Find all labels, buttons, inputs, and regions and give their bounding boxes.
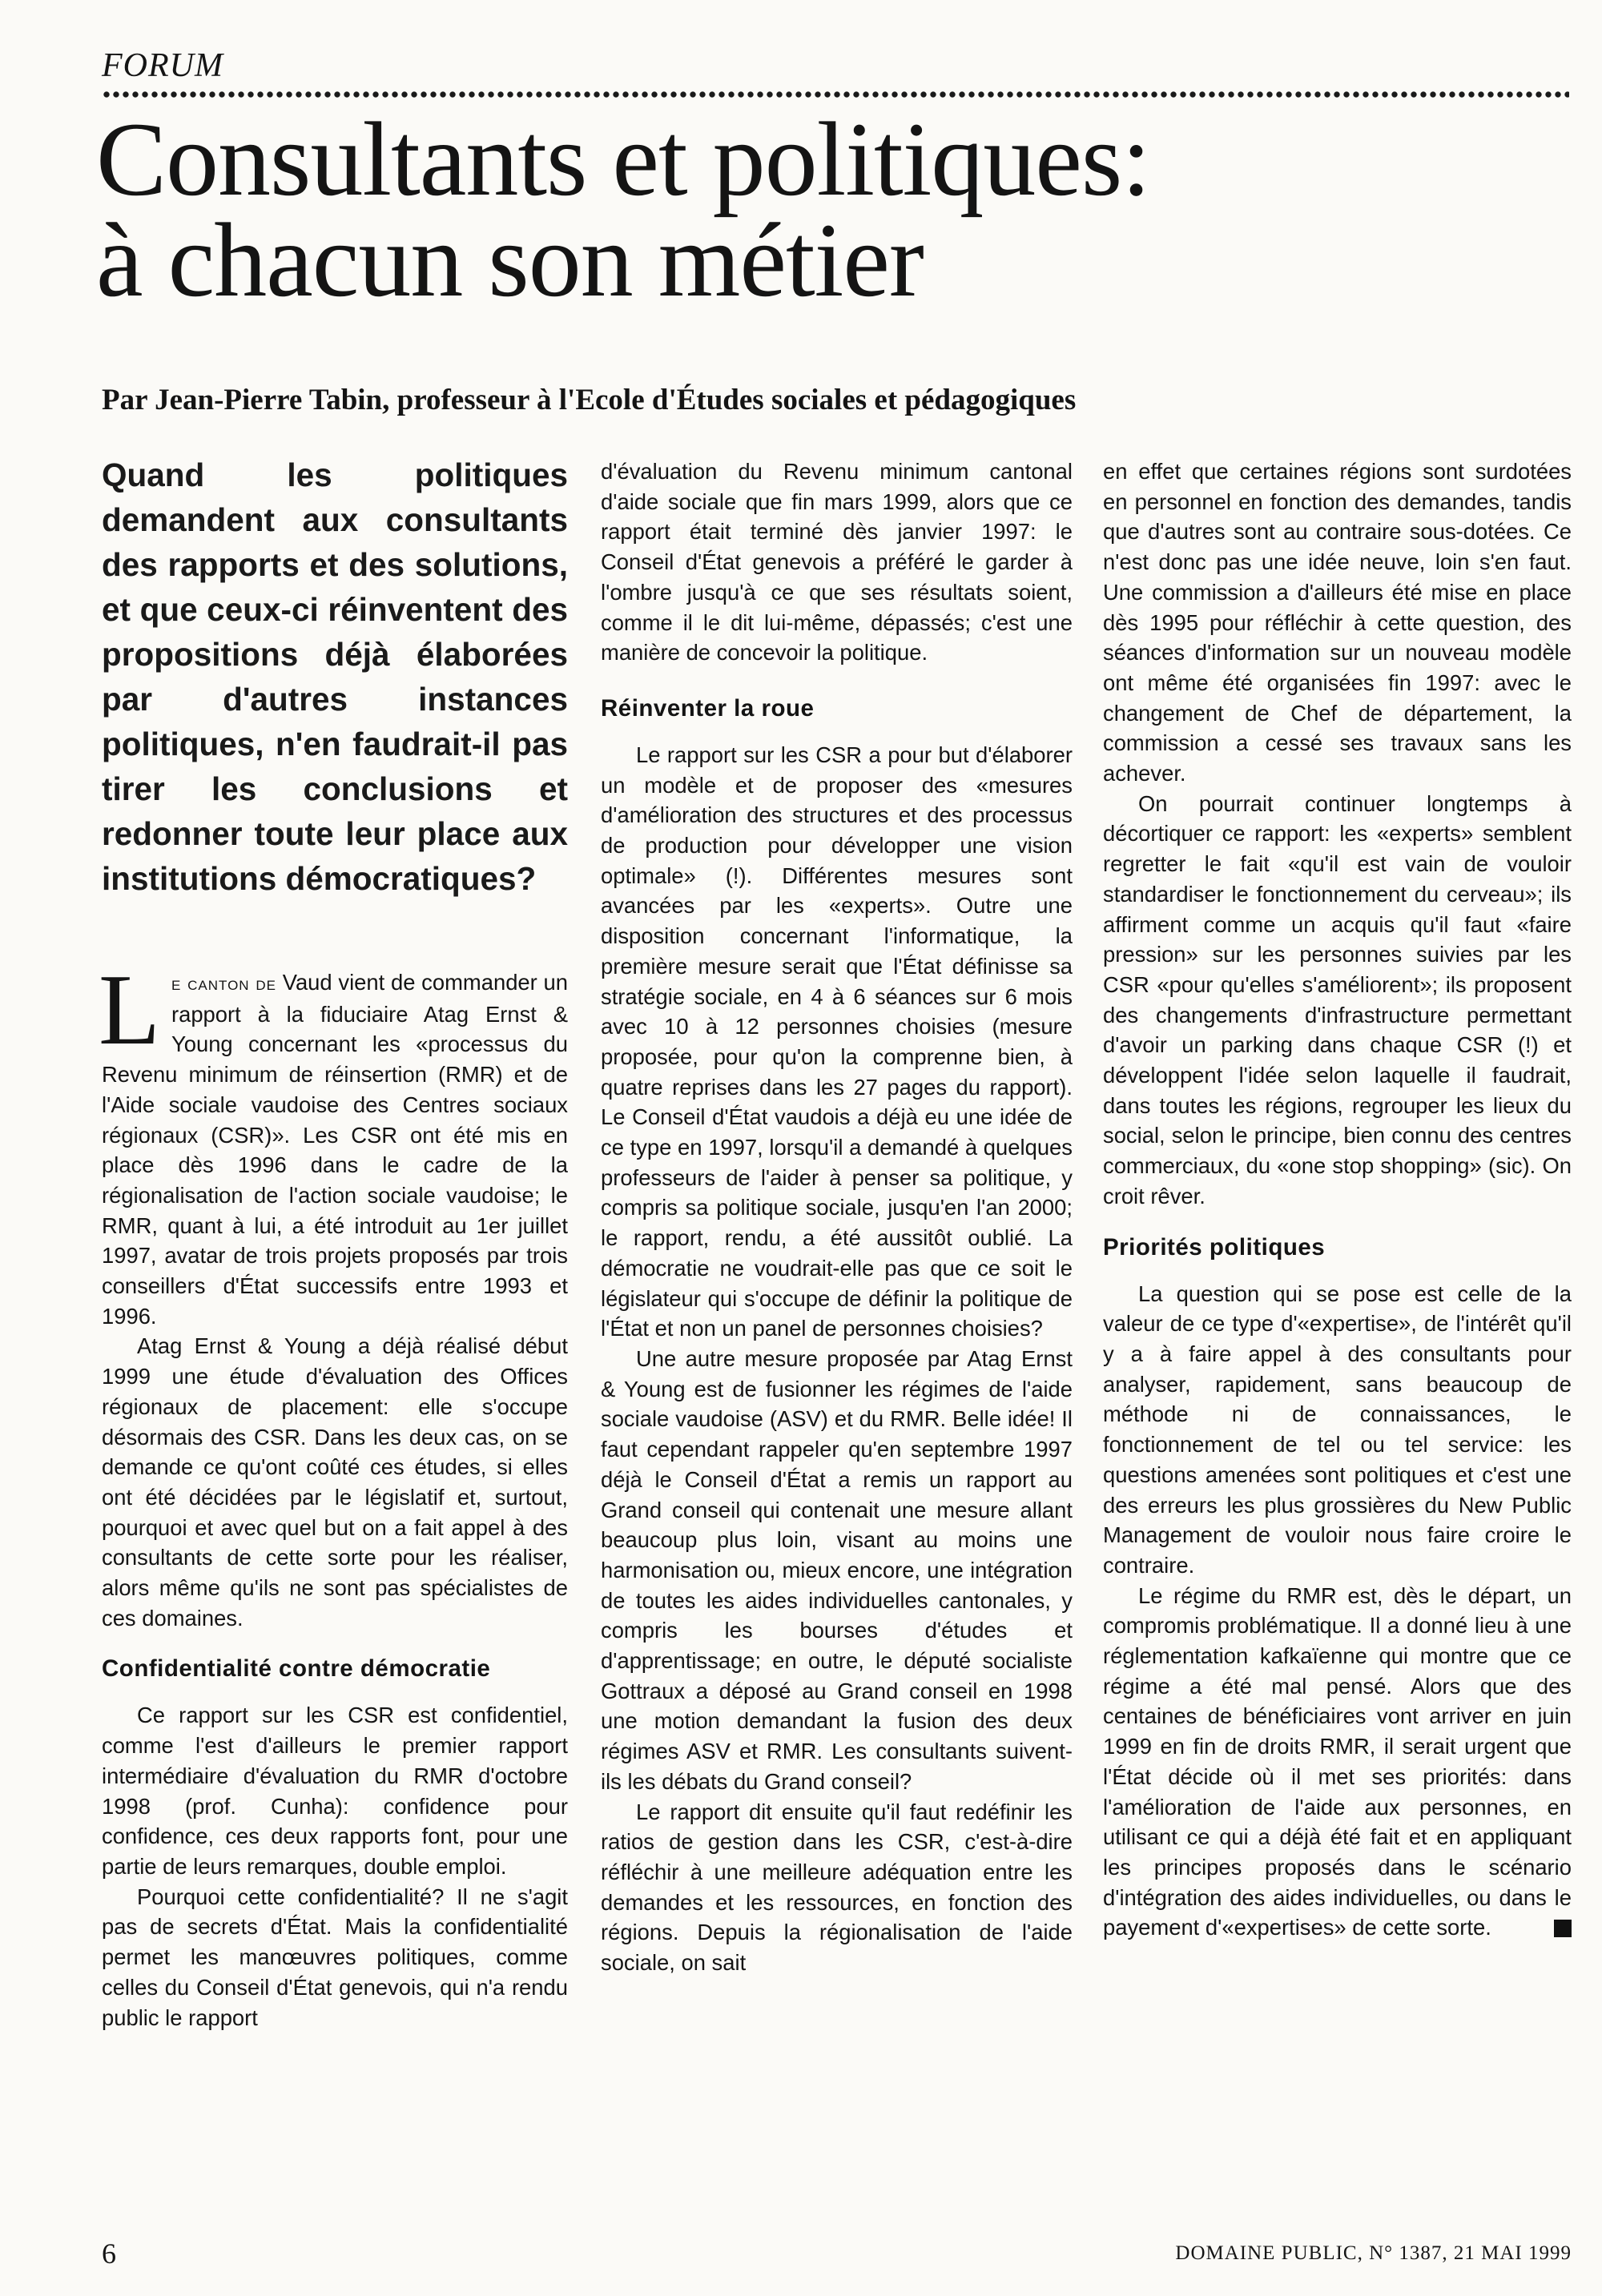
paragraph: Une autre mesure proposée par Atag Ernst & Young est de fusionner les régimes de l'aide sociale vaudoise (ASV) et du RMR. Belle idée! Il faut cependant rappeler qu'en septembre 1997 déjà le Conseil d'État a remis un rapport au Grand conseil qui contenait une mesure allant beaucoup plus loin, visant au moins une harmonisation ou, mieux encore, une intégration de toutes les aides individuelles cantonales, y compris les bourses d'études et d'apprentissage; en outre, le député socialiste Gottraux a déposé au Grand conseil en 1998 une motion demandant la fusion des deux régimes ASV et RMR. Les consultants suivent-ils les débats du Grand conseil? xyxy=(601,1345,1073,1794)
paragraph: Le rapport sur les CSR a pour but d'élaborer un modèle et de proposer des «mesures d'amélioration des structures et des processus de production pour développer une vision optimale» (!). Différentes mesures sont avancées par les «experts». Outre une disposition concernant l'informatique, la première mesure serait que l'État définisse sa stratégie sociale, en 4 à 6 séances sur 6 mois avec 10 à 12 personnes choisies (mesure proposée, pour qu'on la comprenne bien, à quatre reprises dans les 27 pages du rapport). Le Conseil d'État vaudois a déjà eu une idée de ce type en 1997, lorsqu'il a demandé à quelques professeurs de l'aider à penser sa politique, y compris sa politique sociale, jusqu'en l'an 2000; le rapport, rendu, a été aussitôt oublié. La démocratie ne voudrait-elle pas que ce soit le législateur qui s'occupe de définir la politique de l'État et non un panel de personnes choisies? xyxy=(601,742,1073,1341)
paragraph: Ce rapport sur les CSR est confidentiel, comme l'est d'ailleurs le premier rapport intermédiaire d'évaluation du RMR d'octobre 1998 (prof. Cunha): confidence pour confidence, ces deux rapports font, pour une partie de leurs remarques, double emploi. xyxy=(102,1703,568,1879)
page-number: 6 xyxy=(102,2238,116,2270)
drop-cap: L xyxy=(99,955,160,1066)
column-2 xyxy=(601,456,1073,1978)
paragraph: d'évaluation du Revenu minimum cantonal d'aide sociale que fin mars 1999, alors que ce rapport était terminé dès janvier 1997: le Conseil d'État genevois a préféré le garder à l'ombre jusqu'à ce que ses résultats soient, comme il le dit lui-même, dépassés; c'est une manière de concevoir la politique. xyxy=(601,459,1073,665)
section-rubric: FORUM xyxy=(102,47,223,84)
byline: Par Jean-Pierre Tabin, professeur à l'Ecole d'Études sociales et pédagogiques xyxy=(102,384,1077,416)
small-caps-opening: e canton de xyxy=(171,973,276,995)
end-of-article-icon xyxy=(1554,1920,1572,1937)
lead-paragraph: Quand les politiques demandent aux consultants des rapports et des solutions, et que ceux-ci réinventent des propositions déjà élaborées par d'autres instances politiques, n'en faudrait-il pas tirer les conclusions et redonner toute leur place aux institutions démocratiques? xyxy=(102,456,568,897)
subheading: Confidentialité contre démocratie xyxy=(102,1655,491,1683)
paragraph: La question qui se pose est celle de la valeur de ce type d'«expertise», de l'intérêt qu'il y a à faire appel à des consultants pour analyser, rapidement, sans beaucoup de méthode ni de connaissances, le fonctionnement de tel ou tel service: les questions amenées sont politiques et c'est une des erreurs les plus grossières du New Public Management de vouloir nous faire croire le contraire. xyxy=(1103,1281,1572,1578)
paragraph: en effet que certaines régions sont surdotées en personnel en fonction des demandes, tandis que d'autres sont au contraire sous-dotées. Ce n'est donc pas une idée neuve, loin s'en faut. Une commission a d'ailleurs été mise en place dès 1995 pour réfléchir à cette question, des séances d'information sur un nouveau modèle ont même été organisées fin 1997: avec le changement de Chef de département, la commission a cessé ses travaux sans les achever. xyxy=(1103,459,1572,786)
title-line-2: à chacun son métier xyxy=(96,201,924,319)
subheading: Réinventer la roue xyxy=(601,694,815,722)
paragraph-text: Vaud vient de commander un rapport à la fiduciaire Atag Ernst & Young concernant les «processus du Revenu minimum de réinsertion (RMR) et de l'Aide sociale vaudoise des Centres sociaux régionaux (CSR)». Les CSR ont été mis en place dès 1996 dans le cadre de la régionalisation de l'action sociale vaudoise; le RMR, quant à lui, a été introduit au 1er juillet 1997, avatar de trois projets proposés par trois conseillers d'État successifs entre 1993 et 1996. xyxy=(102,970,568,1329)
column-3 xyxy=(1103,456,1572,1943)
publication-info: DOMAINE PUBLIC, N° 1387, 21 MAI 1999 xyxy=(1175,2242,1572,2264)
column-1 xyxy=(99,955,568,2033)
paragraph xyxy=(99,955,568,1331)
subheading: Priorités politiques xyxy=(1103,1233,1326,1261)
paragraph: Pourquoi cette confidentialité? Il ne s'agit pas de secrets d'État. Mais la confidentialité permet les manœuvres politiques, comme celles du Conseil d'État genevois, qui n'a rendu public le rapport xyxy=(102,1884,568,2030)
article-title xyxy=(96,100,1570,319)
dotted-rule xyxy=(102,90,1569,99)
paragraph: On pourrait continuer longtemps à décortiquer ce rapport: les «experts» semblent regretter le fait «qu'il est vain de vouloir standardiser le fonctionnement du cerveau»; ils affirment comme un acquis qu'il faut «faire pression» sur les personnes suivies par les CSR «pour qu'elles s'améliorent»; ils proposent des changements d'infrastructure permettant d'avoir un parking dans chaque CSR (!) et développent l'idée selon laquelle il faudrait, dans toutes les régions, regrouper les lieux du social, selon le principe, bien connu des centres commerciaux, du «one stop shopping» (sic). On croit rêver. xyxy=(1103,790,1572,1208)
paragraph-text: Le régime du RMR est, dès le départ, un compromis problématique. Il a donné lieu à une réglementation kafkaïenne qui montre que ce régime a été mal pensé. Alors que des centaines de bénéficiaires vont arriver en juin 1999 en fin de droits RMR, il serait urgent que l'État décide où il met ses priorités: dans l'amélioration de l'aide aux personnes, en utilisant ce qui a déjà été fait et en appliquant les principes proposés dans le scénario d'intégration des aides individuelles, ou dans le payement d'«expertises» de cette sorte. xyxy=(1103,1582,1572,1940)
title-line-1: Consultants et politiques: xyxy=(96,100,1150,218)
paragraph: Le rapport dit ensuite qu'il faut redéfinir les ratios de gestion dans les CSR, c'est-à-dire réfléchir à une meilleure adéquation entre les demandes et les ressources, en fonction des régions. Depuis la régionalisation de l'aide sociale, on sait xyxy=(601,1799,1073,1976)
paragraph: Atag Ernst & Young a déjà réalisé début 1999 une étude d'évaluation des Offices régionaux de placement: elle s'occupe désormais des CSR. Dans les deux cas, on se demande ce qu'ont coûté ces études, si elles ont été décidées par le législatif et, surtout, pourquoi et avec quel but on a fait appel à des consultants de cette sorte pour les réaliser, alors même qu'ils ne sont pas spécialistes de ces domaines. xyxy=(102,1333,568,1631)
paragraph xyxy=(1103,1581,1572,1943)
